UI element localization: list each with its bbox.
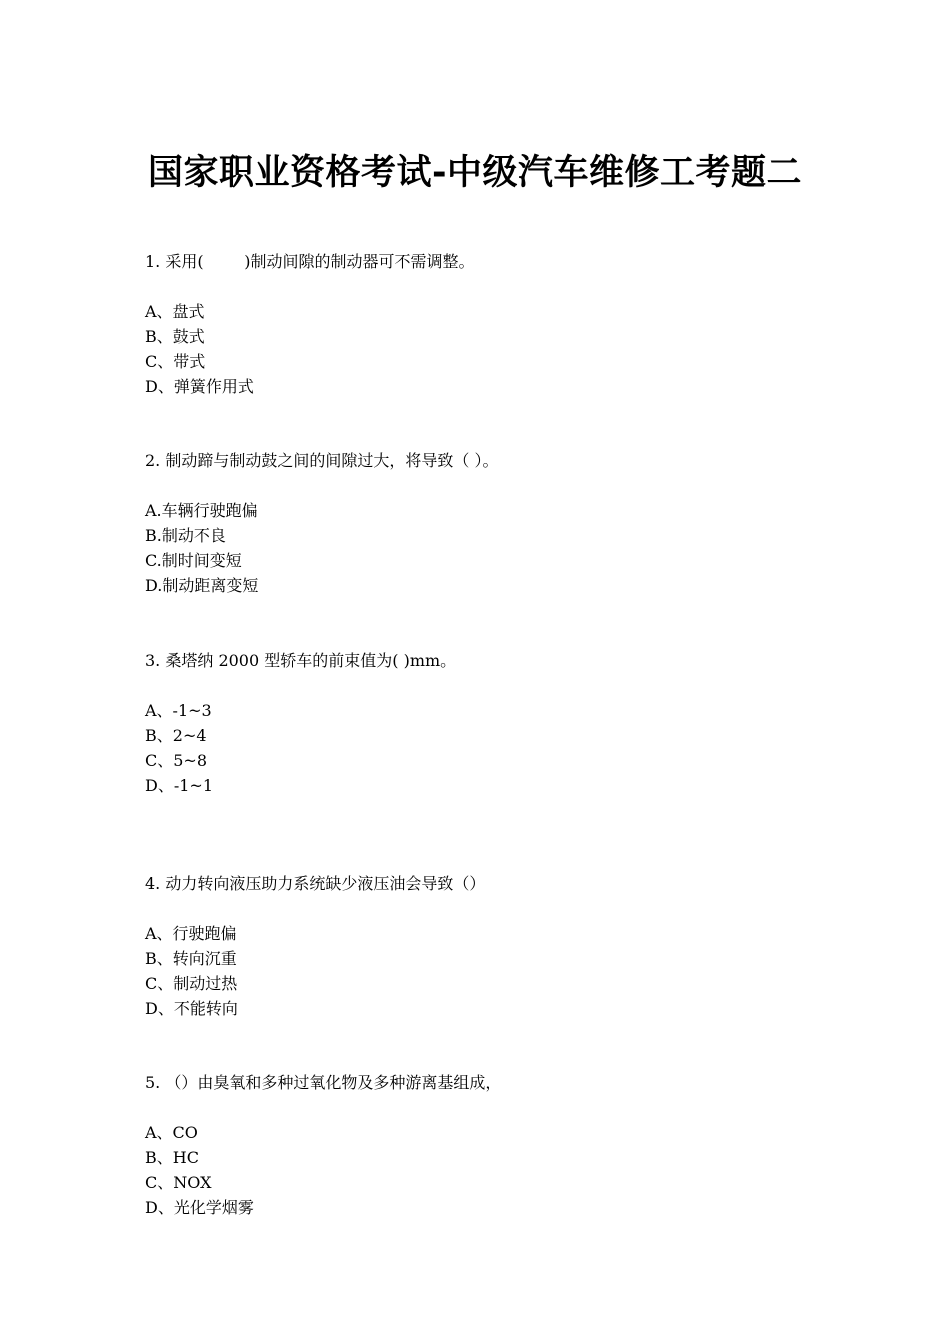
option-list — [145, 299, 825, 399]
option-c: C、制动过热 — [145, 974, 238, 993]
option-b: B、2~4 — [145, 726, 207, 745]
document-title: 国家职业资格考试-中级汽车维修工考题二 — [147, 153, 803, 193]
question-2 — [145, 448, 825, 598]
question-stem: 3. 桑塔纳 2000 型轿车的前束值为( )mm。 — [145, 651, 457, 670]
option-c: C、5~8 — [145, 751, 208, 770]
question-1 — [145, 249, 825, 399]
question-stem: 4. 动力转向液压助力系统缺少液压油会导致（） — [145, 874, 486, 893]
question-stem: 2. 制动蹄与制动鼓之间的间隙过大，将导致（ ）。 — [145, 451, 499, 470]
question-4 — [145, 871, 825, 1021]
option-list — [145, 1120, 825, 1220]
option-list — [145, 498, 825, 598]
option-d: D、弹簧作用式 — [145, 377, 254, 396]
option-d: D.制动距离变短 — [145, 576, 259, 595]
option-c: C、带式 — [145, 352, 206, 371]
question-stem: 1. 采用( )制动间隙的制动器可不需调整。 — [145, 252, 475, 271]
option-list — [145, 698, 825, 798]
option-d: D、-1~1 — [145, 776, 214, 795]
option-d: D、不能转向 — [145, 999, 238, 1018]
question-stem: 5. （）由臭氧和多种过氧化物及多种游离基组成， — [145, 1073, 502, 1092]
option-a: A、CO — [145, 1123, 198, 1142]
option-a: A、-1~3 — [145, 701, 212, 720]
option-b: B、HC — [145, 1148, 199, 1167]
question-3 — [145, 648, 825, 798]
option-c: C.制时间变短 — [145, 551, 242, 570]
option-a: A、行驶跑偏 — [145, 924, 237, 943]
option-c: C、NOX — [145, 1173, 212, 1192]
question-5 — [145, 1070, 825, 1220]
option-list — [145, 921, 825, 1021]
option-b: B、鼓式 — [145, 327, 205, 346]
option-a: A.车辆行驶跑偏 — [145, 501, 258, 520]
option-a: A、盘式 — [145, 302, 205, 321]
option-d: D、光化学烟雾 — [145, 1198, 254, 1217]
option-b: B.制动不良 — [145, 526, 226, 545]
option-b: B、转向沉重 — [145, 949, 237, 968]
